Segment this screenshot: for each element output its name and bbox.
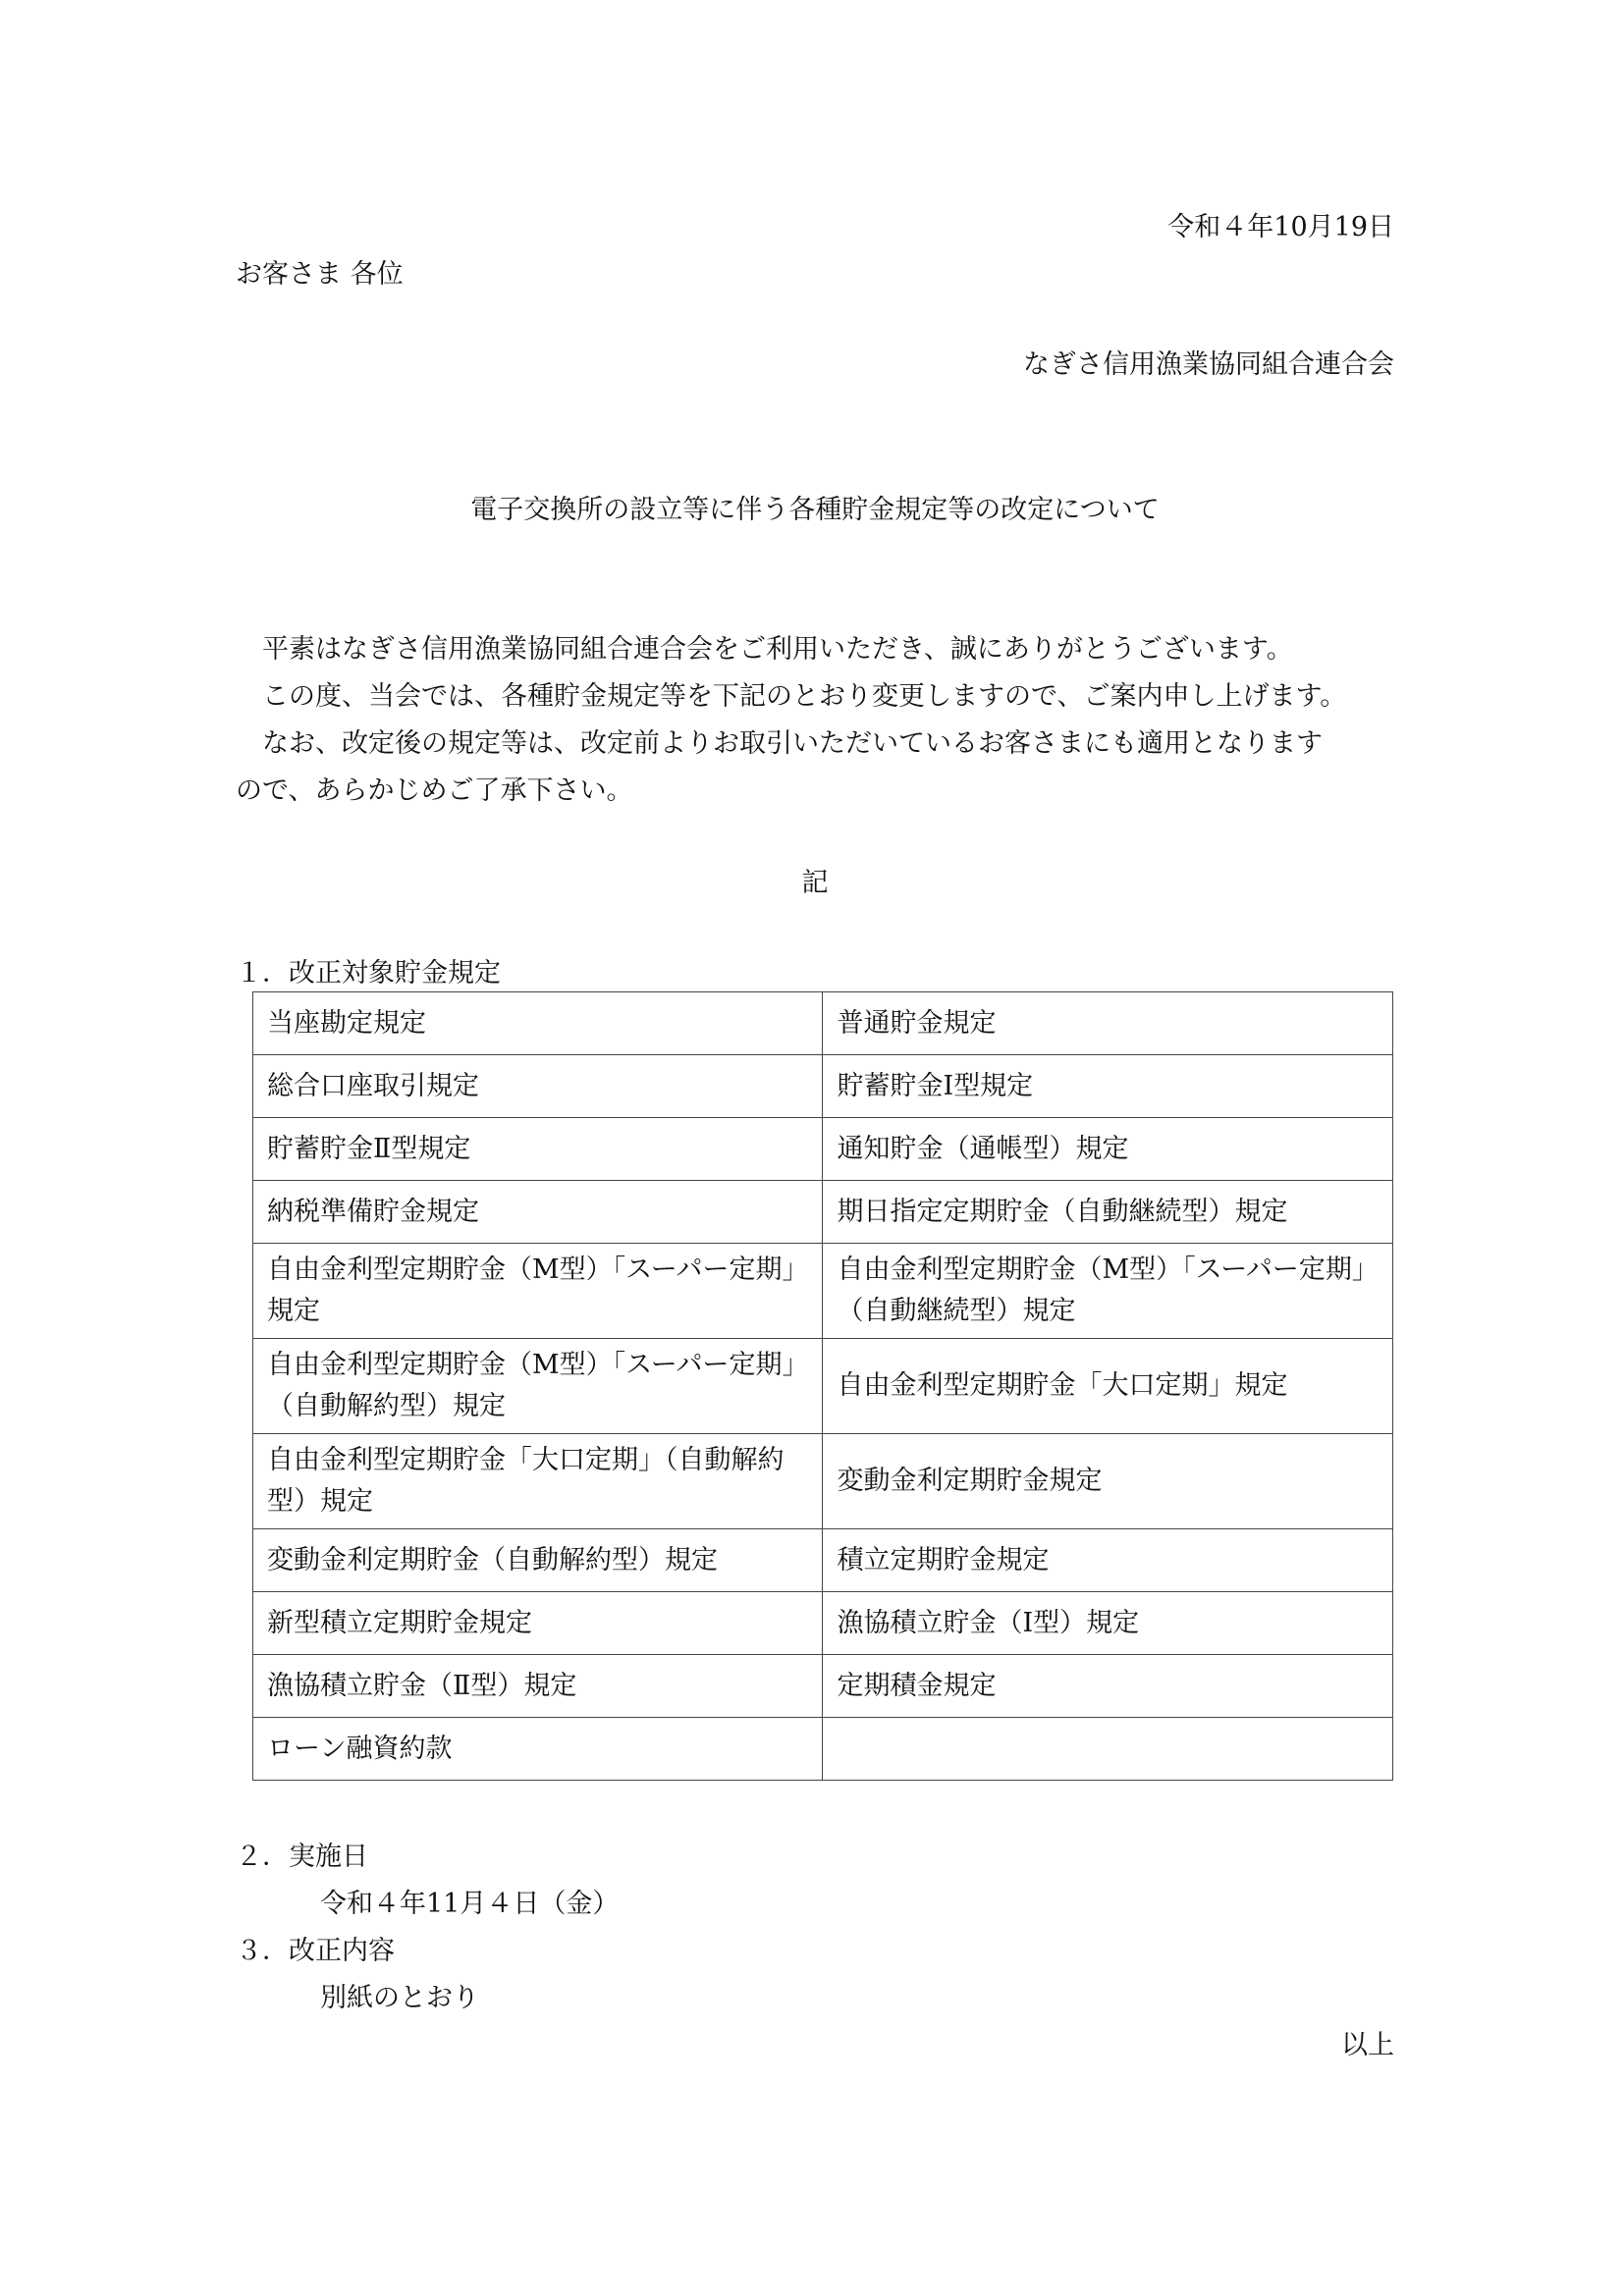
body-paragraph-3-line-1: なお、改定後の規定等は、改定前よりお取引いただいているお客さまにも適用となります [262,728,1323,759]
table-row [253,1655,1393,1718]
body-paragraph-2: この度、当会では、各種貯金規定等を下記のとおり変更しますので、ご案内申し上げます。 [262,681,1347,712]
document-title: 電子交換所の設立等に伴う各種貯金規定等の改定について [470,495,1160,525]
table-row [253,1244,1393,1339]
table-row [253,1339,1393,1434]
table-cell: 漁協積立貯金（Ⅰ型）規定 [823,1592,1392,1655]
table-row [253,1055,1393,1118]
table-row [253,1529,1393,1592]
table-row [253,1181,1393,1244]
table-cell: ローン融資約款 [253,1718,823,1781]
document-date: 令和４年10月19日 [1167,212,1394,242]
table-cell [823,1718,1392,1781]
rules-table [252,991,1393,1781]
ki-heading: 記 [801,868,829,898]
section-2-heading: ２．実施日 [236,1842,368,1872]
table-row [253,1592,1393,1655]
implementation-date: 令和４年11月４日（金） [320,1889,620,1919]
closing-ijo: 以上 [1341,2030,1394,2060]
table-cell: 変動金利定期貯金（自動解約型）規定 [253,1529,823,1592]
table-row [253,1118,1393,1181]
table-cell: 自由金利型定期貯金「大口定期」規定 [823,1339,1392,1434]
table-cell: 期日指定定期貯金（自動継続型）規定 [823,1181,1392,1244]
body-paragraph-3-line-2: ので、あらかじめご了承下さい。 [236,775,633,806]
table-cell: 自由金利型定期貯金（M型）「スーパー定期」 （自動継続型）規定 [823,1244,1392,1339]
table-cell: 自由金利型定期貯金（M型）「スーパー定期」 規定 [253,1244,823,1339]
table-cell: 普通貯金規定 [823,992,1392,1055]
body-paragraph-1: 平素はなぎさ信用漁業協同組合連合会をご利用いただき、誠にありがとうございます。 [262,634,1293,665]
table-cell: 通知貯金（通帳型）規定 [823,1118,1392,1181]
table-row [253,1718,1393,1781]
section-1-heading: １．改正対象貯金規定 [236,958,501,988]
table-row [253,1434,1393,1529]
sender: なぎさ信用漁業協同組合連合会 [1023,349,1394,380]
table-cell: 漁協積立貯金（Ⅱ型）規定 [253,1655,823,1718]
table-cell: 納税準備貯金規定 [253,1181,823,1244]
table-cell: 新型積立定期貯金規定 [253,1592,823,1655]
table-cell: 貯蓄貯金Ⅱ型規定 [253,1118,823,1181]
table-cell: 自由金利型定期貯金「大口定期」（自動解約 型）規定 [253,1434,823,1529]
table-cell: 積立定期貯金規定 [823,1529,1392,1592]
rules-table-body [253,992,1393,1781]
table-cell: 変動金利定期貯金規定 [823,1434,1392,1529]
table-cell: 定期積金規定 [823,1655,1392,1718]
table-cell: 自由金利型定期貯金（M型）「スーパー定期」 （自動解約型）規定 [253,1339,823,1434]
table-cell: 貯蓄貯金Ⅰ型規定 [823,1055,1392,1118]
revision-content: 別紙のとおり [320,1983,479,2013]
recipient: お客さま 各位 [236,259,404,290]
table-row [253,992,1393,1055]
section-3-heading: ３．改正内容 [236,1936,395,1966]
table-cell: 総合口座取引規定 [253,1055,823,1118]
table-cell: 当座勘定規定 [253,992,823,1055]
